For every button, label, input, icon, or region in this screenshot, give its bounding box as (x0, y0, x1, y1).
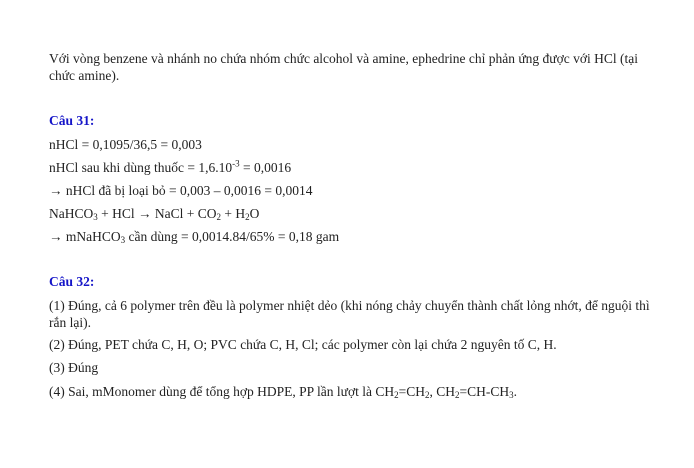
question-31-heading: Câu 31: (49, 113, 95, 128)
q32-item-4: (4) Sai, mMonomer dùng để tổng hợp HDPE, PP lần lượt là $CH_2=CH_2$, $CH_2=CH-CH_3$. (49, 384, 517, 400)
q32-item-1: (1) Đúng, cả 6 polymer trên đều là polymer nhiệt dẻo (khi nóng chảy chuyển thành chất lỏng nhớt, để nguội thì rắn lại). (49, 298, 650, 330)
q32-item-3: (3) Đúng (49, 360, 99, 375)
q31-line-5: → mNaHCO$_3$ cần dùng = 0,0014.84/65% = 0,18 gam (49, 229, 340, 245)
q31-line-1: nHCl = 0,1095/36,5 = 0,003 (49, 137, 202, 152)
q31-line-4: NaHCO$_3$ + HCl → NaCl + $CO_2 + H_2O$ (49, 206, 260, 222)
q31-line-3: → nHCl đã bị loại bỏ = 0,003 – 0,0016 = 0,0014 (49, 183, 313, 198)
q31-line-2: nHCl sau khi dùng thuốc = $1,6.10^{-3} = 0,0016$ (49, 158, 292, 175)
question-32-heading: Câu 32: (49, 274, 95, 289)
q32-item-2: (2) Đúng, PET chứa C, H, O; PVC chứa C, H, Cl; các polymer còn lại chứa 2 nguyên tố C, H. (49, 337, 557, 352)
intro-paragraph: Với vòng benzene và nhánh no chứa nhóm chức alcohol và amine, ephedrine chỉ phản ứng được với HCl (tại chức amine). (49, 51, 639, 83)
